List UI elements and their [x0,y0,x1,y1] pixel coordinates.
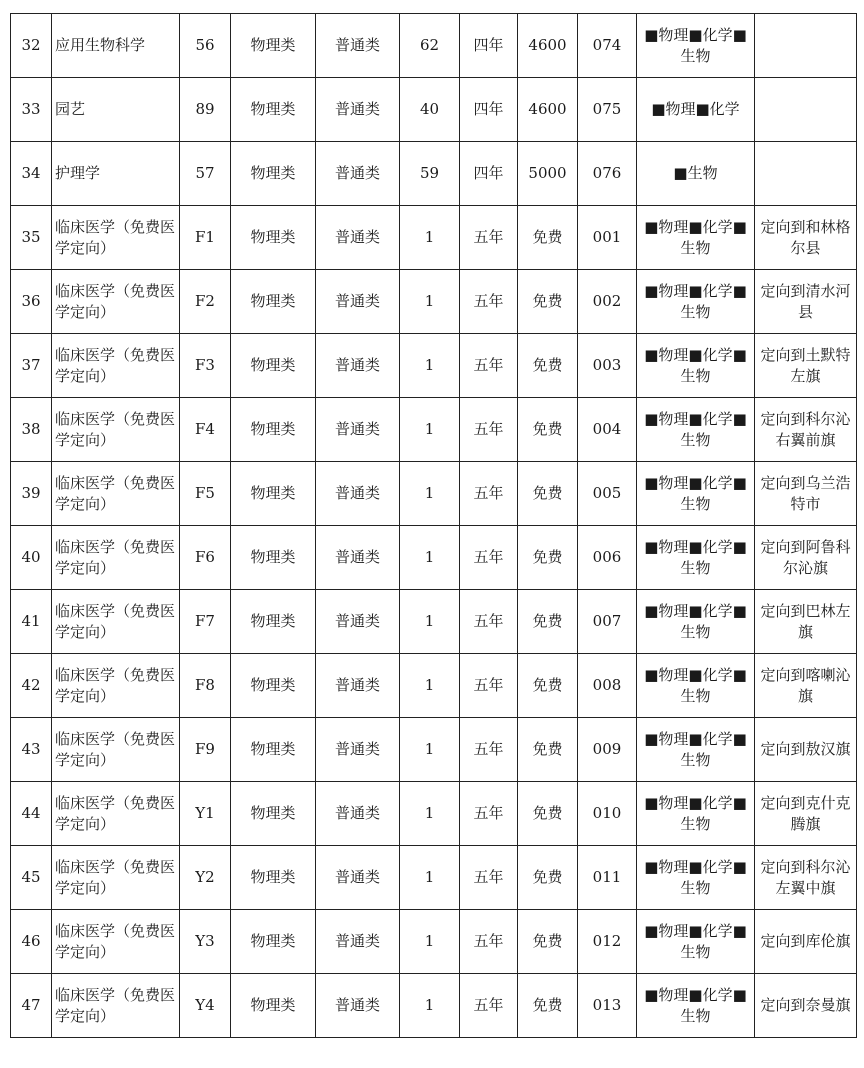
study-years-cell: 五年 [460,718,518,782]
major-code-cell: F6 [180,526,231,590]
table-row [11,526,857,590]
table-row [11,462,857,526]
table-row [11,590,857,654]
study-years-cell: 五年 [460,398,518,462]
row-number-cell: 36 [11,270,52,334]
major-code-cell: 57 [180,142,231,206]
enrollment-type-cell: 普通类 [316,974,400,1038]
enrollment-type-cell: 普通类 [316,270,400,334]
row-number-cell: 40 [11,526,52,590]
subject-category-cell: 物理类 [231,334,316,398]
major-name-cell: 临床医学（免费医学定向） [52,974,180,1038]
row-number-cell: 46 [11,910,52,974]
plan-count-cell: 1 [400,718,460,782]
tuition-fee-cell: 免费 [518,846,578,910]
required-subjects-cell: ■物理■化学■生物 [637,846,755,910]
table-row [11,78,857,142]
tuition-fee-cell: 免费 [518,462,578,526]
required-subjects-cell: ■物理■化学■生物 [637,398,755,462]
group-code-cell: 009 [578,718,637,782]
required-subjects-cell: ■物理■化学■生物 [637,334,755,398]
major-code-cell: Y2 [180,846,231,910]
major-name-cell: 临床医学（免费医学定向） [52,910,180,974]
major-name-cell: 临床医学（免费医学定向） [52,270,180,334]
table-row [11,654,857,718]
row-number-cell: 37 [11,334,52,398]
tuition-fee-cell: 免费 [518,398,578,462]
admission-plan-table [10,13,857,1038]
required-subjects-cell: ■物理■化学 [637,78,755,142]
row-number-cell: 33 [11,78,52,142]
study-years-cell: 五年 [460,910,518,974]
major-code-cell: Y3 [180,910,231,974]
major-code-cell: F3 [180,334,231,398]
group-code-cell: 008 [578,654,637,718]
plan-count-cell: 1 [400,270,460,334]
major-code-cell: Y4 [180,974,231,1038]
tuition-fee-cell: 4600 [518,14,578,78]
tuition-fee-cell: 免费 [518,206,578,270]
remark-cell: 定向到奈曼旗 [755,974,857,1038]
admission-plan-table-sheet [10,13,856,1038]
remark-cell: 定向到清水河县 [755,270,857,334]
plan-count-cell: 1 [400,398,460,462]
plan-count-cell: 1 [400,334,460,398]
row-number-cell: 45 [11,846,52,910]
major-name-cell: 临床医学（免费医学定向） [52,398,180,462]
subject-category-cell: 物理类 [231,718,316,782]
row-number-cell: 38 [11,398,52,462]
required-subjects-cell: ■物理■化学■生物 [637,974,755,1038]
study-years-cell: 五年 [460,334,518,398]
study-years-cell: 五年 [460,462,518,526]
study-years-cell: 五年 [460,782,518,846]
enrollment-type-cell: 普通类 [316,78,400,142]
table-row [11,334,857,398]
remark-cell: 定向到巴林左旗 [755,590,857,654]
row-number-cell: 35 [11,206,52,270]
enrollment-type-cell: 普通类 [316,14,400,78]
remark-cell [755,78,857,142]
remark-cell [755,14,857,78]
subject-category-cell: 物理类 [231,14,316,78]
remark-cell: 定向到科尔沁右翼前旗 [755,398,857,462]
row-number-cell: 32 [11,14,52,78]
group-code-cell: 002 [578,270,637,334]
major-name-cell: 临床医学（免费医学定向） [52,206,180,270]
enrollment-type-cell: 普通类 [316,206,400,270]
enrollment-type-cell: 普通类 [316,334,400,398]
major-code-cell: F5 [180,462,231,526]
table-row [11,206,857,270]
major-name-cell: 临床医学（免费医学定向） [52,718,180,782]
group-code-cell: 006 [578,526,637,590]
group-code-cell: 007 [578,590,637,654]
remark-cell: 定向到和林格尔县 [755,206,857,270]
major-name-cell: 临床医学（免费医学定向） [52,334,180,398]
row-number-cell: 44 [11,782,52,846]
table-row [11,398,857,462]
remark-cell: 定向到库伦旗 [755,910,857,974]
study-years-cell: 五年 [460,590,518,654]
tuition-fee-cell: 免费 [518,590,578,654]
group-code-cell: 076 [578,142,637,206]
required-subjects-cell: ■物理■化学■生物 [637,462,755,526]
major-name-cell: 应用生物科学 [52,14,180,78]
tuition-fee-cell: 免费 [518,974,578,1038]
tuition-fee-cell: 免费 [518,334,578,398]
remark-cell: 定向到克什克腾旗 [755,782,857,846]
enrollment-type-cell: 普通类 [316,462,400,526]
subject-category-cell: 物理类 [231,590,316,654]
table-row [11,974,857,1038]
remark-cell: 定向到土默特左旗 [755,334,857,398]
subject-category-cell: 物理类 [231,846,316,910]
enrollment-type-cell: 普通类 [316,142,400,206]
table-row [11,782,857,846]
row-number-cell: 41 [11,590,52,654]
enrollment-type-cell: 普通类 [316,846,400,910]
tuition-fee-cell: 免费 [518,910,578,974]
required-subjects-cell: ■物理■化学■生物 [637,206,755,270]
subject-category-cell: 物理类 [231,142,316,206]
enrollment-type-cell: 普通类 [316,654,400,718]
tuition-fee-cell: 免费 [518,270,578,334]
major-name-cell: 临床医学（免费医学定向） [52,526,180,590]
remark-cell: 定向到敖汉旗 [755,718,857,782]
subject-category-cell: 物理类 [231,78,316,142]
remark-cell: 定向到阿鲁科尔沁旗 [755,526,857,590]
subject-category-cell: 物理类 [231,270,316,334]
group-code-cell: 075 [578,78,637,142]
required-subjects-cell: ■物理■化学■生物 [637,270,755,334]
enrollment-type-cell: 普通类 [316,526,400,590]
plan-count-cell: 40 [400,78,460,142]
study-years-cell: 五年 [460,526,518,590]
major-name-cell: 临床医学（免费医学定向） [52,654,180,718]
required-subjects-cell: ■物理■化学■生物 [637,526,755,590]
major-code-cell: F9 [180,718,231,782]
group-code-cell: 011 [578,846,637,910]
required-subjects-cell: ■物理■化学■生物 [637,718,755,782]
plan-count-cell: 62 [400,14,460,78]
plan-count-cell: 1 [400,590,460,654]
major-name-cell: 园艺 [52,78,180,142]
required-subjects-cell: ■物理■化学■生物 [637,910,755,974]
row-number-cell: 47 [11,974,52,1038]
major-name-cell: 临床医学（免费医学定向） [52,846,180,910]
study-years-cell: 四年 [460,142,518,206]
subject-category-cell: 物理类 [231,206,316,270]
subject-category-cell: 物理类 [231,974,316,1038]
subject-category-cell: 物理类 [231,398,316,462]
study-years-cell: 五年 [460,206,518,270]
major-name-cell: 临床医学（免费医学定向） [52,782,180,846]
plan-count-cell: 1 [400,462,460,526]
group-code-cell: 012 [578,910,637,974]
major-code-cell: 56 [180,14,231,78]
tuition-fee-cell: 4600 [518,78,578,142]
remark-cell: 定向到科尔沁左翼中旗 [755,846,857,910]
table-row [11,14,857,78]
study-years-cell: 五年 [460,846,518,910]
remark-cell: 定向到乌兰浩特市 [755,462,857,526]
group-code-cell: 003 [578,334,637,398]
tuition-fee-cell: 免费 [518,654,578,718]
subject-category-cell: 物理类 [231,782,316,846]
plan-count-cell: 1 [400,846,460,910]
required-subjects-cell: ■物理■化学■生物 [637,782,755,846]
plan-count-cell: 1 [400,654,460,718]
plan-count-cell: 1 [400,206,460,270]
major-name-cell: 护理学 [52,142,180,206]
major-code-cell: F7 [180,590,231,654]
row-number-cell: 43 [11,718,52,782]
remark-cell [755,142,857,206]
plan-count-cell: 1 [400,910,460,974]
table-body [11,14,857,1038]
subject-category-cell: 物理类 [231,910,316,974]
study-years-cell: 五年 [460,974,518,1038]
plan-count-cell: 59 [400,142,460,206]
required-subjects-cell: ■生物 [637,142,755,206]
study-years-cell: 四年 [460,78,518,142]
major-name-cell: 临床医学（免费医学定向） [52,462,180,526]
group-code-cell: 001 [578,206,637,270]
required-subjects-cell: ■物理■化学■生物 [637,590,755,654]
table-row [11,142,857,206]
row-number-cell: 42 [11,654,52,718]
remark-cell: 定向到喀喇沁旗 [755,654,857,718]
plan-count-cell: 1 [400,526,460,590]
major-name-cell: 临床医学（免费医学定向） [52,590,180,654]
group-code-cell: 074 [578,14,637,78]
table-row [11,846,857,910]
enrollment-type-cell: 普通类 [316,782,400,846]
study-years-cell: 五年 [460,270,518,334]
major-code-cell: 89 [180,78,231,142]
table-row [11,718,857,782]
major-code-cell: F8 [180,654,231,718]
major-code-cell: F1 [180,206,231,270]
enrollment-type-cell: 普通类 [316,590,400,654]
tuition-fee-cell: 5000 [518,142,578,206]
group-code-cell: 005 [578,462,637,526]
major-code-cell: F4 [180,398,231,462]
group-code-cell: 004 [578,398,637,462]
group-code-cell: 013 [578,974,637,1038]
enrollment-type-cell: 普通类 [316,718,400,782]
major-code-cell: Y1 [180,782,231,846]
enrollment-type-cell: 普通类 [316,910,400,974]
tuition-fee-cell: 免费 [518,718,578,782]
enrollment-type-cell: 普通类 [316,398,400,462]
group-code-cell: 010 [578,782,637,846]
plan-count-cell: 1 [400,782,460,846]
subject-category-cell: 物理类 [231,654,316,718]
subject-category-cell: 物理类 [231,462,316,526]
table-row [11,910,857,974]
tuition-fee-cell: 免费 [518,782,578,846]
row-number-cell: 39 [11,462,52,526]
required-subjects-cell: ■物理■化学■生物 [637,654,755,718]
tuition-fee-cell: 免费 [518,526,578,590]
table-row [11,270,857,334]
major-code-cell: F2 [180,270,231,334]
study-years-cell: 五年 [460,654,518,718]
subject-category-cell: 物理类 [231,526,316,590]
plan-count-cell: 1 [400,974,460,1038]
required-subjects-cell: ■物理■化学■生物 [637,14,755,78]
study-years-cell: 四年 [460,14,518,78]
row-number-cell: 34 [11,142,52,206]
